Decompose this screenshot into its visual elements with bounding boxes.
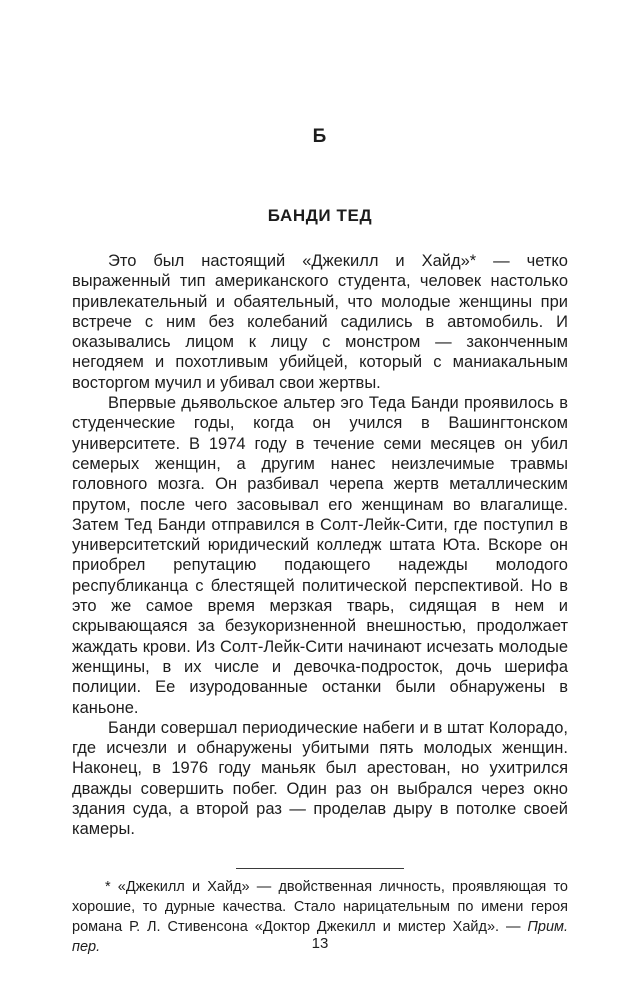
paragraph: Банди совершал периодические набеги и в штат Колорадо, где исчезли и обнаружены убитыми пять молодых женщин. Наконец, в 1976 году маньяк был арестован, но ухитрился дважды совершить побег. Один раз он выбрался через окно здания суда, а второй раз — проделав дыру в потолке своей камеры. bbox=[72, 718, 568, 839]
footnote-translator-note: Прим. пер. bbox=[72, 918, 568, 955]
chapter-letter: Б bbox=[312, 126, 328, 147]
footnote-separator bbox=[236, 868, 404, 869]
footnote-body: * «Джекилл и Хайд» — двойственная личность, проявляющая то хорошие, то дурные качества. Стало нарицательным по имени героя романа Р. Л. Стивенсона «Доктор Джекилл и мистер Хайд». — bbox=[72, 878, 568, 935]
paragraph: Впервые дьявольское альтер эго Теда Банди проявилось в студенческие годы, когда он учился в Вашингтонском университете. В 1974 году в течение семи месяцев он убил семерых женщин, а другим нанес неизлечимые травмы головного мозга. Он разбивал черепа жертв металлическим прутом, после чего засовывал его женщинам во влагалище. Затем Тед Банди отправился в Солт-Лейк-Сити, где поступил в университетский юридический колледж штата Юта. Вскоре он приобрел репутацию подающего надежды молодого республиканца с блестящей политической перспективой. Но в это же самое время мерзкая тварь, сидящая в нем и скрывающаяся за безукоризненной внешностью, продолжает жаждать крови. Из Солт-Лейк-Сити начинают исчезать молодые женщины, в их числе и девочка-подросток, дочь шерифа полиции. Ее изуродованные останки были обнаружены в каньоне. bbox=[72, 394, 568, 717]
paragraph: Это был настоящий «Джекилл и Хайд»* — четко выраженный тип американского студента, человек настолько привлекательный и обаятельный, что молодые женщины при встрече с ним без колебаний садились в автомобиль. И оказывались лицом к лицу с монстром — законченным негодяем и похотливым убийцей, который с маниакальным восторгом мучил и убивал свои жертвы. bbox=[72, 252, 568, 392]
article-title: БАНДИ ТЕД bbox=[267, 206, 373, 225]
page-number: 13 bbox=[311, 935, 329, 952]
article-body bbox=[72, 251, 568, 840]
